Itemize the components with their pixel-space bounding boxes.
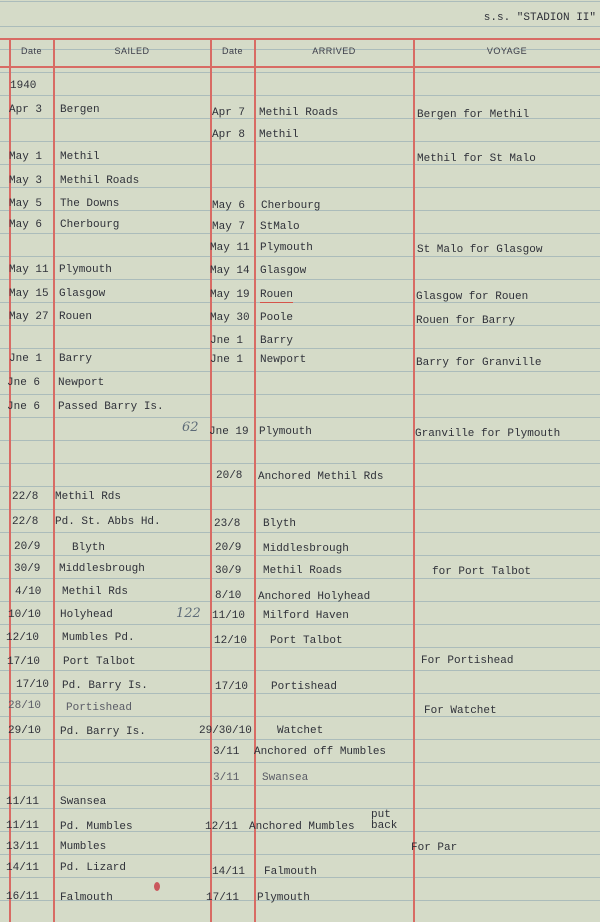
port-arrived: Anchored Methil Rds — [258, 471, 384, 483]
port-sailed: Methil Roads — [60, 175, 140, 187]
port-arrived: Rouen — [260, 289, 294, 301]
ink-blot — [154, 882, 160, 891]
port-sailed: Portishead — [66, 702, 133, 714]
port-arrived: Methil Roads — [263, 565, 343, 577]
port-arrived: Newport — [260, 354, 307, 366]
port-sailed: The Downs — [60, 198, 120, 210]
date-sailed: 13/11 — [6, 841, 40, 853]
voyage: Methil for St Malo — [417, 153, 536, 165]
date-sailed: May 1 — [9, 151, 43, 163]
date-sailed: 20/9 — [14, 541, 41, 553]
port-sailed: Pd. Mumbles — [60, 821, 133, 833]
date-arrived: 17/11 — [206, 892, 240, 904]
date-sailed: 22/8 — [12, 516, 39, 528]
port-arrived: Falmouth — [264, 866, 317, 878]
port-arrived: Barry — [260, 335, 294, 347]
date-arrived: Jne 1 — [210, 335, 244, 347]
date-sailed: 4/10 — [15, 586, 42, 598]
voyage: For Portishead — [421, 655, 514, 667]
header-voyage: VOYAGE — [486, 46, 528, 56]
date-arrived: 20/8 — [216, 470, 243, 482]
year-label: 1940 — [10, 80, 37, 92]
date-sailed: May 11 — [9, 264, 49, 276]
port-sailed: Holyhead — [60, 609, 113, 621]
port-sailed: Rouen — [59, 311, 93, 323]
port-sailed: Barry — [59, 353, 93, 365]
port-arrived: Plymouth — [260, 242, 313, 254]
port-sailed: Blyth — [72, 542, 106, 554]
date-sailed: 17/10 — [7, 656, 41, 668]
date-sailed: May 5 — [9, 198, 43, 210]
port-arrived: Anchored off Mumbles — [254, 746, 387, 758]
header-top-rule — [0, 38, 600, 40]
port-sailed: Swansea — [60, 796, 107, 808]
port-sailed: Methil — [60, 151, 100, 163]
header-date-sailed: Date — [20, 46, 42, 56]
date-sailed: 30/9 — [14, 563, 41, 575]
port-sailed: Cherbourg — [60, 219, 120, 231]
date-arrived: May 11 — [210, 242, 250, 254]
voyage: Barry for Granville — [416, 357, 542, 369]
port-sailed: Pd. Barry Is. — [60, 726, 146, 738]
date-arrived: Jne 1 — [210, 354, 244, 366]
port-arrived: Anchored Mumbles — [249, 821, 355, 833]
date-arrived: 3/11 — [213, 772, 240, 784]
port-sailed: Port Talbot — [63, 656, 136, 668]
date-arrived: 29/30/10 — [199, 725, 252, 737]
port-arrived: Plymouth — [259, 426, 312, 438]
date-sailed: May 6 — [9, 219, 43, 231]
port-sailed: Glasgow — [59, 288, 106, 300]
date-arrived: 20/9 — [215, 542, 242, 554]
date-arrived: May 19 — [210, 289, 250, 301]
date-arrived: May 7 — [212, 221, 246, 233]
date-sailed: 12/10 — [6, 632, 40, 644]
port-arrived: Watchet — [277, 725, 324, 737]
ship-name: s.s. "STADION II" — [483, 12, 596, 24]
port-sailed: Mumbles Pd. — [62, 632, 135, 644]
voyage: For Watchet — [424, 705, 497, 717]
port-arrived: Poole — [260, 312, 294, 324]
date-sailed: Jne 6 — [7, 377, 41, 389]
port-sailed: Newport — [58, 377, 105, 389]
header-date-arrived: Date — [221, 46, 243, 56]
date-arrived: 8/10 — [215, 590, 242, 602]
margin-note: 122 — [176, 606, 201, 621]
header-bottom-rule — [0, 66, 600, 68]
voyage: for Port Talbot — [432, 566, 532, 578]
port-arrived: Anchored Holyhead — [258, 591, 371, 603]
header-arrived: ARRIVED — [312, 46, 356, 56]
date-arrived: May 30 — [210, 312, 250, 324]
voyage: Glasgow for Rouen — [416, 291, 529, 303]
date-arrived: 3/11 — [213, 746, 240, 758]
column-rule — [9, 38, 11, 922]
date-sailed: Jne 1 — [9, 353, 43, 365]
date-sailed: 11/11 — [6, 820, 40, 832]
date-sailed: 29/10 — [8, 725, 42, 737]
port-sailed: Plymouth — [59, 264, 112, 276]
date-arrived: May 14 — [210, 265, 250, 277]
date-sailed: 28/10 — [8, 700, 42, 712]
port-sailed: Methil Rds — [55, 491, 122, 503]
port-arrived: Glasgow — [260, 265, 307, 277]
annotation-back: back — [371, 820, 398, 832]
voyage: Rouen for Barry — [416, 315, 516, 327]
date-arrived: Apr 7 — [212, 107, 246, 119]
column-rule — [210, 38, 212, 922]
port-arrived: Cherbourg — [261, 200, 321, 212]
date-arrived: Apr 8 — [212, 129, 246, 141]
date-sailed: Apr 3 — [9, 104, 43, 116]
port-sailed: Mumbles — [60, 841, 107, 853]
date-sailed: May 15 — [9, 288, 49, 300]
port-sailed: Middlesbrough — [59, 563, 145, 575]
date-sailed: 10/10 — [8, 609, 42, 621]
port-arrived: Portishead — [271, 681, 338, 693]
date-arrived: 23/8 — [214, 518, 241, 530]
column-rule — [413, 38, 415, 922]
annotation-put: put — [371, 809, 391, 821]
date-arrived: May 6 — [212, 200, 246, 212]
date-arrived: 11/10 — [212, 610, 246, 622]
voyage: Bergen for Methil — [417, 109, 530, 121]
port-sailed: Bergen — [60, 104, 100, 116]
margin-note: 62 — [182, 420, 199, 435]
port-sailed: Methil Rds — [62, 586, 129, 598]
port-sailed: Pd. St. Abbs Hd. — [55, 516, 161, 528]
date-arrived: 17/10 — [215, 681, 249, 693]
date-arrived: 30/9 — [215, 565, 242, 577]
port-sailed: Pd. Lizard — [60, 862, 127, 874]
date-sailed: 17/10 — [16, 679, 50, 691]
column-rule — [254, 38, 256, 922]
port-sailed: Pd. Barry Is. — [62, 680, 148, 692]
port-arrived: Plymouth — [257, 892, 310, 904]
date-arrived: Jne 19 — [209, 426, 249, 438]
port-sailed: Falmouth — [60, 892, 113, 904]
date-sailed: 14/11 — [6, 862, 40, 874]
port-arrived: Swansea — [262, 772, 309, 784]
date-sailed: Jne 6 — [7, 401, 41, 413]
port-arrived: Methil Roads — [259, 107, 339, 119]
column-rule — [53, 38, 55, 922]
voyage: For Par — [411, 842, 458, 854]
date-arrived: 12/11 — [205, 821, 239, 833]
port-arrived: Middlesbrough — [263, 543, 349, 555]
date-sailed: May 3 — [9, 175, 43, 187]
port-sailed: Passed Barry Is. — [58, 401, 164, 413]
date-sailed: 11/11 — [6, 796, 40, 808]
port-arrived: Methil — [259, 129, 299, 141]
date-arrived: 14/11 — [212, 866, 246, 878]
port-arrived: Port Talbot — [270, 635, 343, 647]
header-sailed: SAILED — [114, 46, 150, 56]
date-sailed: May 27 — [9, 311, 49, 323]
date-sailed: 16/11 — [6, 891, 40, 903]
port-arrived: StMalo — [260, 221, 300, 233]
voyage: St Malo for Glasgow — [417, 244, 543, 256]
port-arrived: Blyth — [263, 518, 297, 530]
date-sailed: 22/8 — [12, 491, 39, 503]
voyage: Granville for Plymouth — [415, 428, 561, 440]
port-arrived: Milford Haven — [263, 610, 349, 622]
date-arrived: 12/10 — [214, 635, 248, 647]
